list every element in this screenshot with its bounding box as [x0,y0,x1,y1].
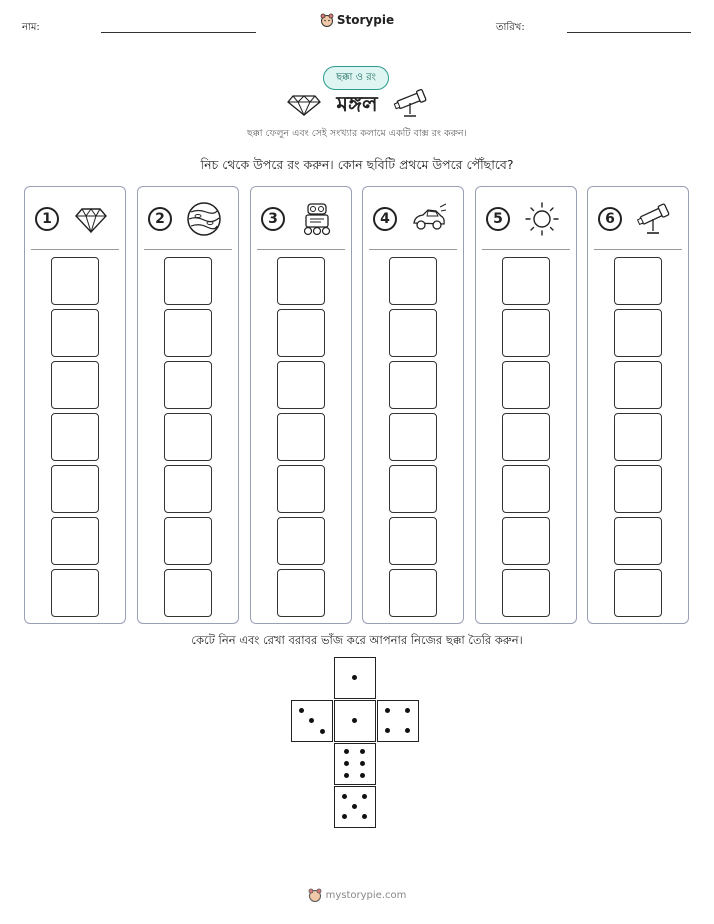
color-box[interactable] [277,517,325,565]
column-number: 5 [486,207,510,231]
column-5 [475,186,577,624]
dice-pip [360,749,365,754]
brand [0,12,714,31]
color-box[interactable] [277,257,325,305]
color-box[interactable] [164,465,212,513]
dice-pip [405,728,410,733]
dice-pip [299,708,304,713]
color-box[interactable] [502,413,550,461]
color-box[interactable] [164,413,212,461]
color-box[interactable] [614,569,662,617]
activity-badge: ছক্কা ও রং [323,66,389,90]
dice-pip [362,814,367,819]
color-box[interactable] [614,465,662,513]
dice-pip [360,773,365,778]
dice-face [334,786,376,828]
storypie-logo-icon [308,888,322,902]
color-box[interactable] [277,361,325,409]
column-divider [482,249,570,250]
color-box[interactable] [277,309,325,357]
dice-pip [360,761,365,766]
telescope-icon [636,201,672,237]
name-label: নাম: [22,22,40,33]
planet-mars-icon [186,201,222,237]
color-box[interactable] [389,569,437,617]
color-box[interactable] [502,517,550,565]
page-title: মঙ্গল [336,92,378,116]
color-box[interactable] [277,569,325,617]
rover-robot-icon [299,201,335,237]
sun-icon [524,201,560,237]
column-divider [144,249,232,250]
color-box[interactable] [51,517,99,565]
color-box[interactable] [51,257,99,305]
color-box[interactable] [51,413,99,461]
color-box[interactable] [389,413,437,461]
color-box[interactable] [614,517,662,565]
dice-face [334,700,376,742]
color-box[interactable] [614,257,662,305]
color-box[interactable] [502,309,550,357]
column-4 [362,186,464,624]
color-box[interactable] [502,361,550,409]
brand-name: Storypie [336,13,395,27]
telescope-icon [393,88,429,118]
color-box[interactable] [164,569,212,617]
color-box[interactable] [277,465,325,513]
dice-pip [344,773,349,778]
dice-pip [385,708,390,713]
color-box[interactable] [164,361,212,409]
color-box[interactable] [51,309,99,357]
color-box[interactable] [277,413,325,461]
color-box[interactable] [389,309,437,357]
column-6 [587,186,689,624]
color-box[interactable] [614,309,662,357]
footer-url: mystorypie.com [325,889,407,901]
color-box[interactable] [51,569,99,617]
column-divider [31,249,119,250]
dice-pip [352,718,357,723]
dice-pip [342,814,347,819]
color-box[interactable] [164,257,212,305]
color-box[interactable] [389,465,437,513]
color-box[interactable] [164,309,212,357]
dice-face [334,657,376,699]
footer [0,888,714,905]
dice-face [291,700,333,742]
color-box[interactable] [389,517,437,565]
name-field[interactable] [101,32,256,33]
color-box[interactable] [614,361,662,409]
dice-face [377,700,419,742]
storypie-logo-icon [320,13,334,27]
column-divider [594,249,682,250]
date-label: তারিখ: [496,22,525,33]
column-divider [369,249,457,250]
dice-pip [405,708,410,713]
dice-pip [342,794,347,799]
column-2 [137,186,239,624]
column-divider [257,249,345,250]
dice-pip [344,761,349,766]
dice-pip [352,804,357,809]
dice-pip [362,794,367,799]
date-field[interactable] [567,32,691,33]
cut-instruction: কেটে নিন এবং রেখা বরাবর ভাঁজ করে আপনার নিজের ছক্কা তৈরি করুন। [191,633,523,647]
rocket-car-icon [411,201,447,237]
color-box[interactable] [389,361,437,409]
color-box[interactable] [502,257,550,305]
column-number: 6 [598,207,622,231]
dice-pip [344,749,349,754]
dice-pip [320,729,325,734]
question-text: নিচ থেকে উপরে রং করুন। কোন ছবিটি প্রথমে উপরে পৌঁছাবে? [200,157,514,172]
color-box[interactable] [51,465,99,513]
dice-pip [309,718,314,723]
color-box[interactable] [51,361,99,409]
color-box[interactable] [164,517,212,565]
column-number: 4 [373,207,397,231]
color-box[interactable] [502,465,550,513]
column-number: 3 [261,207,285,231]
column-3 [250,186,352,624]
column-number: 2 [148,207,172,231]
dice-face [334,743,376,785]
color-box[interactable] [389,257,437,305]
column-number: 1 [35,207,59,231]
dice-pip [385,728,390,733]
color-box[interactable] [502,569,550,617]
color-box[interactable] [614,413,662,461]
dice-pip [352,675,357,680]
subtitle-instruction: ছক্কা ফেলুন এবং সেই সংখ্যার কলামে একটি বাক্স রং করুন। [247,128,467,139]
column-1 [24,186,126,624]
diamond-icon [73,201,109,237]
